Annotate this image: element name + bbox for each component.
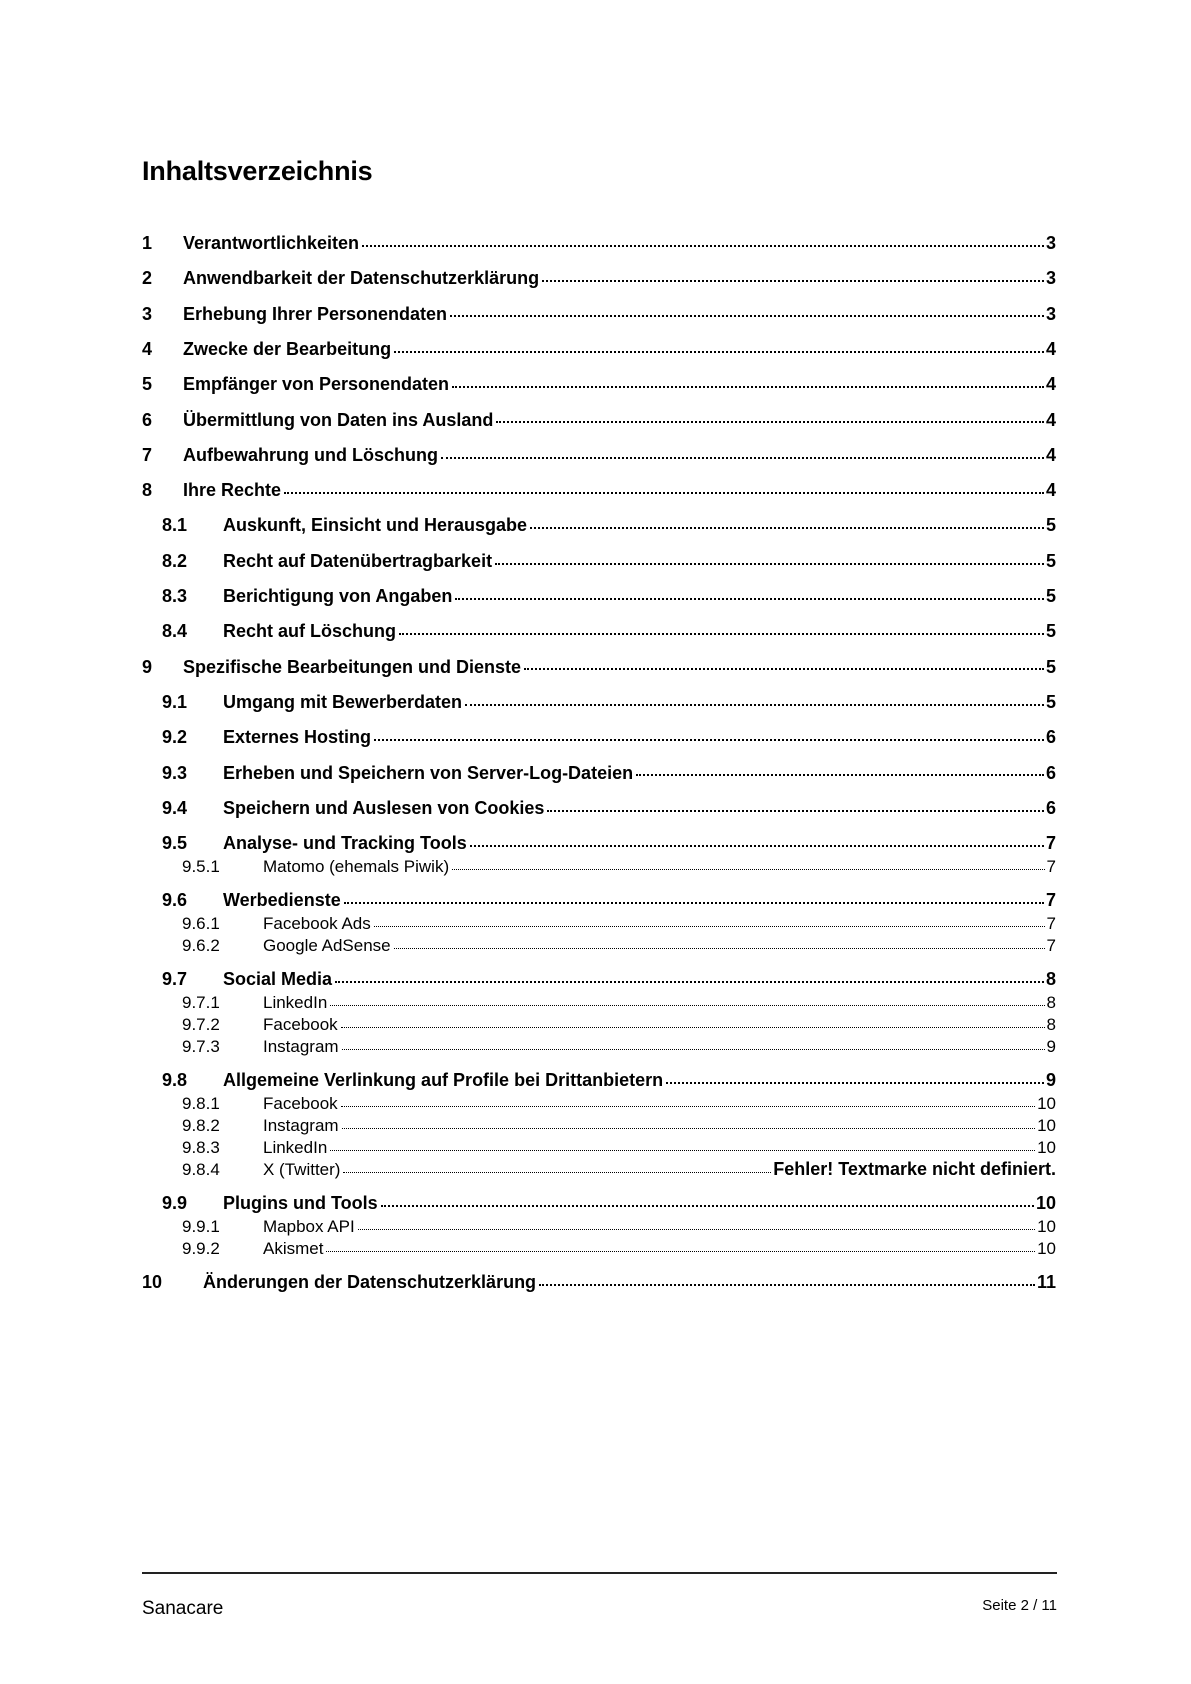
toc-entry-number: 2	[142, 268, 153, 289]
toc-entry-page: 10	[1037, 1094, 1056, 1114]
dot-leader	[394, 934, 1045, 951]
toc-entry-label[interactable]: Berichtigung von Angaben	[223, 586, 453, 606]
dot-leader	[539, 1270, 1035, 1288]
dot-leader	[341, 1092, 1035, 1109]
toc-entry[interactable]	[142, 266, 1056, 289]
dot-leader	[452, 372, 1044, 390]
toc-entry[interactable]	[142, 619, 1056, 642]
toc-entry-page: 6	[1045, 762, 1056, 783]
dot-leader	[341, 1013, 1045, 1030]
toc-entry[interactable]	[142, 1013, 1056, 1035]
dot-leader	[450, 302, 1044, 320]
toc-entry-number: 9.6.1	[182, 914, 220, 934]
page-title: Inhaltsverzeichnis	[142, 156, 373, 186]
dot-leader	[547, 796, 1044, 814]
toc-entry-number: 9.4	[162, 797, 188, 818]
toc-entry-label[interactable]: Analyse- und Tracking Tools	[223, 833, 467, 854]
dot-leader	[394, 337, 1044, 355]
toc-entry-label[interactable]: Aufbewahrung und Löschung	[183, 444, 438, 465]
toc-entry-page: 7	[1046, 936, 1056, 956]
toc-entry[interactable]	[142, 1191, 1056, 1214]
toc-entry-page: 9	[1046, 1037, 1056, 1057]
toc-entry-number: 10	[142, 1272, 163, 1293]
dot-leader	[362, 231, 1044, 249]
toc-entry[interactable]	[142, 761, 1056, 784]
toc-entry-number: 9.8.3	[182, 1138, 220, 1158]
toc-entry-number: 9.9.2	[182, 1239, 220, 1259]
toc-entry-number: 9.8.4	[182, 1160, 220, 1180]
toc-entry[interactable]	[142, 478, 1056, 501]
toc-entry-label[interactable]: Allgemeine Verlinkung auf Profile bei Drittanbietern	[223, 1070, 664, 1091]
toc-entry-label[interactable]: Recht auf Datenübertragbarkeit	[223, 550, 493, 571]
toc-entry-page: 10	[1035, 1193, 1056, 1214]
toc-entry-label[interactable]: Empfänger von Personendaten	[183, 374, 450, 395]
toc-entry-label[interactable]: Externes Hosting	[223, 727, 372, 748]
toc-entry-number: 9.8.2	[182, 1116, 220, 1136]
toc-entry-number: 9.8.1	[182, 1094, 220, 1114]
toc-entry-number: 6	[142, 409, 153, 430]
toc-entry-number: 8.1	[162, 515, 188, 536]
toc-entry-label[interactable]: Ihre Rechte	[183, 480, 282, 501]
toc-entry-label[interactable]: Facebook Ads	[263, 914, 371, 934]
dot-leader	[358, 1215, 1035, 1232]
toc-entry[interactable]	[142, 1035, 1056, 1057]
toc-entry-label[interactable]: Erheben und Speichern von Server-Log-Dateien	[223, 762, 634, 783]
toc-entry-number: 9.7	[162, 969, 188, 990]
toc-entry-page: 5	[1045, 515, 1056, 536]
toc-entry-page: 7	[1046, 857, 1056, 877]
toc-entry-number: 9.6	[162, 890, 188, 911]
dot-leader	[542, 266, 1044, 284]
toc-entry-page: 11	[1036, 1272, 1056, 1293]
toc-entry-label[interactable]: Plugins und Tools	[223, 1193, 378, 1214]
toc-entry-label[interactable]: Speichern und Auslesen von Cookies	[223, 797, 545, 818]
toc-entry-number: 8.4	[162, 621, 188, 642]
toc-entry-label[interactable]: Übermittlung von Daten ins Ausland	[183, 409, 494, 430]
toc-entry[interactable]	[142, 690, 1056, 713]
toc-entry-label[interactable]: X (Twitter)	[263, 1160, 341, 1180]
toc-entry[interactable]	[142, 991, 1056, 1013]
toc-entry-number: 7	[142, 444, 153, 465]
toc-entry-page: 5	[1045, 586, 1056, 606]
toc-entry-number: 9.8	[162, 1070, 188, 1091]
toc-entry-page: 7	[1045, 833, 1056, 854]
toc-entry-number: 9.6.2	[182, 936, 220, 956]
footer-divider	[142, 1572, 1057, 1574]
toc-entry-page: 4	[1045, 444, 1056, 465]
toc-entry[interactable]	[142, 1092, 1056, 1114]
toc-entry[interactable]	[142, 725, 1056, 748]
toc-entry[interactable]	[142, 855, 1056, 877]
dot-leader	[335, 967, 1044, 985]
toc-entry[interactable]	[142, 1068, 1056, 1091]
toc-entry-page: 4	[1045, 374, 1056, 395]
toc-entry-label[interactable]: Recht auf Löschung	[223, 621, 397, 642]
toc-entry-page: 10	[1037, 1116, 1056, 1136]
toc-entry[interactable]	[142, 231, 1056, 254]
toc-entry-number: 9	[142, 656, 153, 677]
dot-leader	[441, 443, 1044, 461]
toc-entry[interactable]	[142, 912, 1056, 934]
dot-leader	[381, 1191, 1034, 1209]
toc-entry-error-text: Fehler! Textmarke nicht definiert.	[773, 1159, 1056, 1180]
dot-leader	[530, 513, 1044, 531]
toc-entry[interactable]	[142, 655, 1056, 678]
toc-entry-number: 8.2	[162, 550, 188, 571]
toc-entry-page: 7	[1045, 890, 1056, 911]
dot-leader	[284, 478, 1044, 496]
toc-entry-number: 9.9	[162, 1193, 188, 1214]
toc-entry-label[interactable]: LinkedIn	[263, 1138, 328, 1158]
toc-entry-number: 9.9.1	[182, 1217, 220, 1237]
dot-leader	[666, 1068, 1044, 1086]
toc-entry-label[interactable]: Spezifische Bearbeitungen und Dienste	[183, 656, 522, 677]
toc-entry-number: 5	[142, 374, 153, 395]
toc-entry-page: 4	[1045, 338, 1056, 359]
toc-entry-page: 8	[1045, 969, 1056, 990]
toc-entry-page: 3	[1045, 268, 1056, 289]
toc-entry[interactable]	[142, 337, 1056, 360]
toc-entry-page: 5	[1045, 691, 1056, 712]
toc-entry-page: 6	[1045, 797, 1056, 818]
toc-entry[interactable]	[142, 513, 1056, 536]
dot-leader	[330, 1136, 1035, 1153]
dot-leader	[330, 991, 1044, 1008]
toc-entry-label[interactable]: Zwecke der Bearbeitung	[183, 338, 392, 359]
toc-entry-number: 9.1	[162, 691, 188, 712]
toc-entry-number: 1	[142, 233, 153, 253]
toc-entry-number: 9.3	[162, 762, 188, 783]
toc-entry[interactable]	[142, 1114, 1056, 1136]
toc-entry-label[interactable]: Auskunft, Einsicht und Herausgabe	[223, 515, 528, 536]
toc-entry-label[interactable]: Verantwortlichkeiten	[183, 233, 360, 253]
toc-entry-number: 9.2	[162, 727, 188, 748]
dot-leader	[495, 549, 1044, 567]
dot-leader	[465, 690, 1044, 708]
toc-entry[interactable]	[142, 408, 1056, 431]
toc-entry[interactable]	[142, 1158, 1056, 1180]
toc-entry-page: 8	[1046, 1015, 1056, 1035]
dot-leader	[374, 725, 1044, 743]
toc-entry-label[interactable]: Facebook	[263, 1094, 338, 1114]
toc-entry-page: 10	[1037, 1217, 1056, 1237]
toc-entry-label[interactable]: Akismet	[263, 1239, 324, 1259]
toc-entry[interactable]	[142, 443, 1056, 466]
toc-entry-page: 9	[1045, 1070, 1056, 1091]
toc-entry-page: 7	[1046, 914, 1056, 934]
toc-entry-label[interactable]: Social Media	[223, 969, 333, 990]
toc-entry[interactable]	[142, 934, 1056, 956]
toc-entry-page: 3	[1045, 303, 1056, 324]
toc-entry[interactable]	[142, 888, 1056, 911]
toc-entry[interactable]	[142, 302, 1056, 325]
toc-entry[interactable]	[142, 584, 1056, 607]
toc-entry-number: 8.3	[162, 586, 188, 606]
toc-entry-number: 3	[142, 303, 153, 324]
toc-entry[interactable]	[142, 1215, 1056, 1237]
dot-leader	[455, 584, 1044, 602]
toc-entry-page: 5	[1045, 621, 1056, 642]
toc-entry[interactable]	[142, 549, 1056, 572]
toc-entry-label[interactable]: Matomo (ehemals Piwik)	[263, 857, 450, 877]
toc-entry-label[interactable]: Erhebung Ihrer Personendaten	[183, 303, 448, 324]
toc-entry-page: 4	[1045, 480, 1056, 501]
toc-entry-label[interactable]: Instagram	[263, 1116, 339, 1136]
toc-entry-label[interactable]: Werbedienste	[223, 890, 341, 911]
dot-leader	[344, 888, 1044, 906]
toc-entry-label[interactable]: Facebook	[263, 1015, 338, 1035]
toc-entry-page: 4	[1045, 409, 1056, 430]
dot-leader	[374, 912, 1045, 929]
toc-entry-number: 9.5	[162, 833, 188, 854]
toc-entry[interactable]	[142, 967, 1056, 990]
toc-entry-number: 9.7.1	[182, 993, 220, 1013]
toc-entry-label[interactable]: LinkedIn	[263, 993, 328, 1013]
toc-entry-label[interactable]: Google AdSense	[263, 936, 391, 956]
footer-company: Sanacare	[142, 1598, 224, 1619]
toc-entry[interactable]	[142, 831, 1056, 854]
dot-leader	[342, 1114, 1035, 1131]
dot-leader	[452, 855, 1044, 872]
toc-entry-number: 9.7.2	[182, 1015, 220, 1035]
toc-entry-number: 4	[142, 338, 153, 359]
toc-entry-page: 5	[1045, 656, 1056, 677]
toc-entry-page: 8	[1046, 993, 1056, 1013]
toc-entry-label[interactable]: Mapbox API	[263, 1217, 355, 1237]
dot-leader	[636, 761, 1044, 779]
dot-leader	[399, 619, 1044, 637]
toc-entry[interactable]	[142, 1136, 1056, 1158]
dot-leader	[326, 1237, 1035, 1254]
toc-entry-page: 3	[1045, 233, 1056, 253]
toc-entry-page: 5	[1045, 550, 1056, 571]
toc-entry-label[interactable]: Umgang mit Bewerberdaten	[223, 691, 463, 712]
toc-entry-page: 10	[1037, 1138, 1056, 1158]
toc-entry-number: 8	[142, 480, 153, 501]
toc-entry-page: 6	[1045, 727, 1056, 748]
dot-leader	[342, 1035, 1045, 1052]
footer-page-number: Seite 2 / 11	[982, 1597, 1057, 1614]
toc-entry-page: 10	[1037, 1239, 1056, 1259]
toc-entry-label[interactable]: Anwendbarkeit der Datenschutzerklärung	[183, 268, 540, 289]
toc-entry[interactable]	[142, 1270, 1056, 1293]
toc-entry-number: 9.7.3	[182, 1037, 220, 1057]
dot-leader	[470, 831, 1044, 849]
dot-leader	[343, 1158, 771, 1175]
dot-leader	[524, 655, 1044, 673]
dot-leader	[496, 408, 1044, 426]
toc-entry-label[interactable]: Änderungen der Datenschutzerklärung	[203, 1272, 537, 1293]
toc-entry-number: 9.5.1	[182, 857, 220, 877]
toc-entry[interactable]	[142, 1237, 1056, 1259]
toc-entry[interactable]	[142, 372, 1056, 395]
toc-entry[interactable]	[142, 796, 1056, 819]
toc-entry-label[interactable]: Instagram	[263, 1037, 339, 1057]
